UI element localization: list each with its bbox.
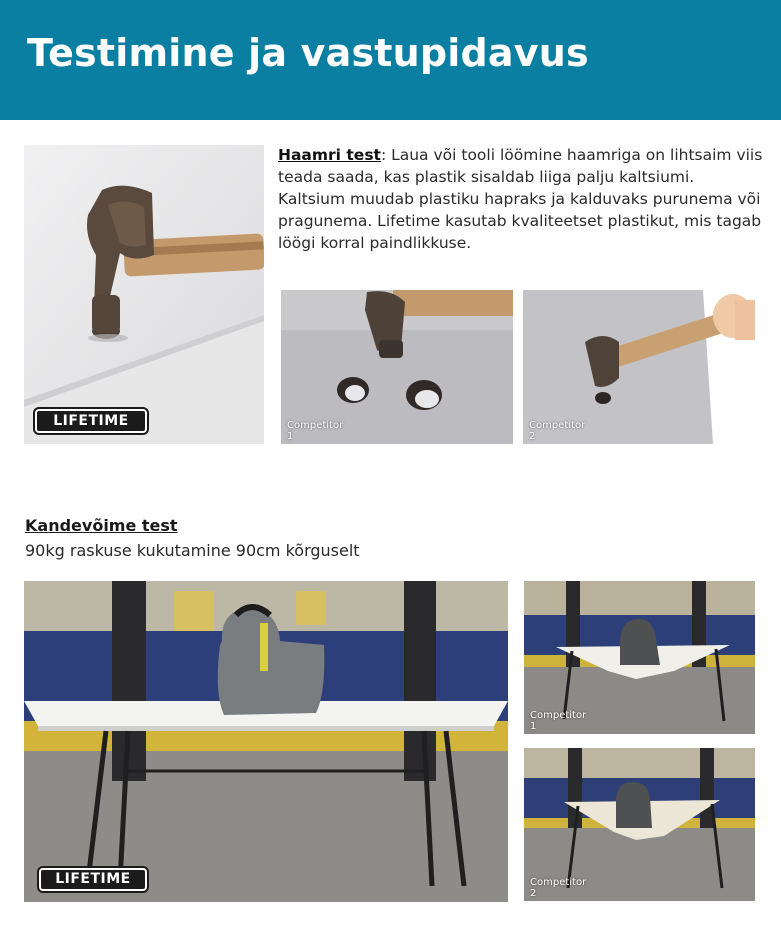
header-banner [0,0,781,120]
hammer-test-heading: Haamri test [278,146,381,164]
competitor-1-caption: Competitor 1 [287,420,344,442]
load-test-subheading: 90kg raskuse kukutamine 90cm kõrguselt [25,541,360,560]
competitor-1-caption: Competitor 1 [530,710,587,732]
load-test-heading: Kandevõime test [25,516,178,535]
lifetime-logo: LIFETIME [39,868,147,891]
page-title: Testimine ja vastupidavus [27,31,589,75]
competitor-2-caption: Competitor 2 [529,420,586,442]
load-competitor-1-photo [524,581,755,734]
competitor-2-caption: Competitor 2 [530,877,587,899]
lifetime-logo: LIFETIME [35,409,147,433]
hammer-test-description [278,144,766,254]
load-competitor-2-photo [524,748,755,901]
hammer-competitor-2-photo [523,290,755,444]
hammer-competitor-1-photo [281,290,513,444]
load-lifetime-photo [24,581,508,902]
hammer-test-text: : Laua või tooli löömine haamriga on lihtsaim viis teada saada, kas plastik sisaldab liiga palju kaltsiumi. Kaltsium muudab plastiku hapraks ja kalduvaks purunema või pragunema. Lifetime kasutab kvaliteetset plastikut, mis tagab löögi korral paindlikkuse. [278,146,763,252]
hammer-lifetime-photo [24,145,264,444]
